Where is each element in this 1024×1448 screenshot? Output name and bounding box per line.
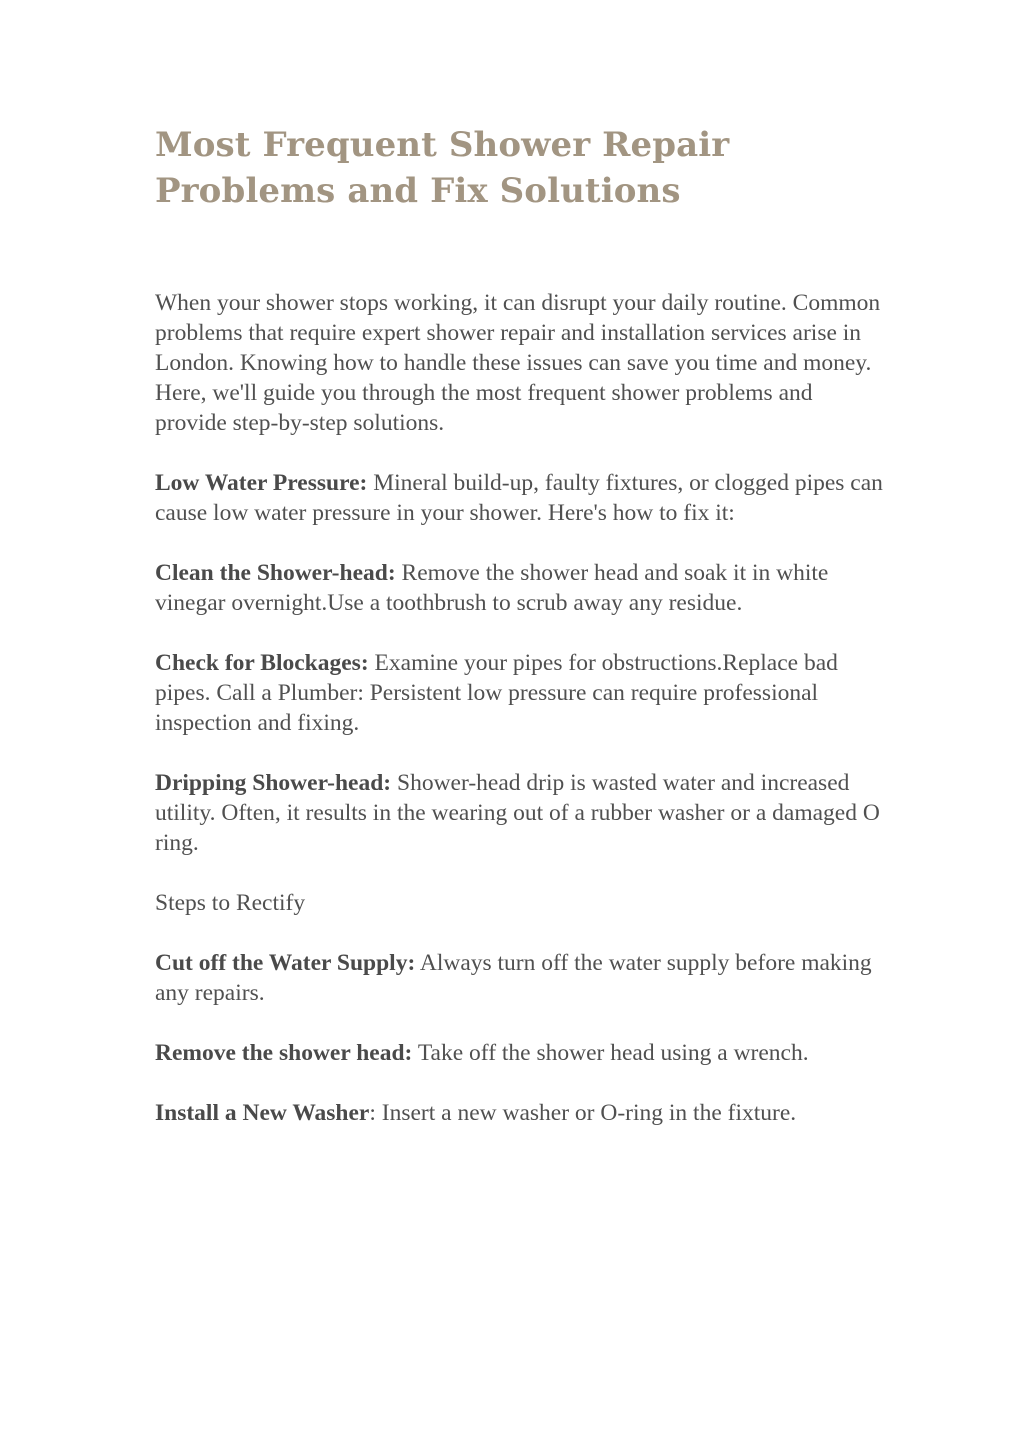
document-page xyxy=(155,122,885,1128)
step-text: : Insert a new washer or O-ring in the fixture. xyxy=(369,1100,797,1126)
step-label: Cut off the Water Supply: xyxy=(155,950,416,976)
section-clean-shower-head xyxy=(155,558,885,618)
section-dripping-shower-head xyxy=(155,768,885,858)
section-text: Remove the shower head and soak it in white vinegar overnight.Use a toothbrush to scrub away any residue. xyxy=(155,560,829,616)
section-label: Check for Blockages: xyxy=(155,650,369,676)
step-text: Always turn off the water supply before making any repairs. xyxy=(155,950,872,1006)
section-text: Examine your pipes for obstructions.Replace bad pipes. Call a Plumber: Persistent low pressure can require professional inspection and fixing. xyxy=(155,650,838,736)
section-label: Dripping Shower-head: xyxy=(155,770,392,796)
section-text: Shower-head drip is wasted water and increased utility. Often, it results in the wearing out of a rubber washer or a damaged O ring. xyxy=(155,770,880,856)
steps-heading: Steps to Rectify xyxy=(155,890,306,916)
section-label: Low Water Pressure: xyxy=(155,470,368,496)
intro-paragraph: When your shower stops working, it can disrupt your daily routine. Common problems that require expert shower repair and installation services arise in London. Knowing how to handle these issues can save you time and money. Here, we'll guide you through the most frequent shower problems and provide step-by-step solutions. xyxy=(155,290,881,436)
document-title: Most Frequent Shower Repair Problems and Fix Solutions xyxy=(155,125,730,211)
section-low-water-pressure xyxy=(155,468,885,528)
step-text: Take off the shower head using a wrench. xyxy=(412,1040,809,1066)
step-label: Remove the shower head: xyxy=(155,1040,413,1066)
section-check-blockages xyxy=(155,648,885,738)
section-label: Clean the Shower-head: xyxy=(155,560,396,586)
step-cut-off-water xyxy=(155,948,885,1008)
section-text: Mineral build-up, faulty fixtures, or clogged pipes can cause low water pressure in your shower. Here's how to fix it: xyxy=(155,470,883,526)
step-install-washer xyxy=(155,1098,885,1128)
step-remove-shower-head xyxy=(155,1038,885,1068)
step-label: Install a New Washer xyxy=(155,1100,370,1126)
